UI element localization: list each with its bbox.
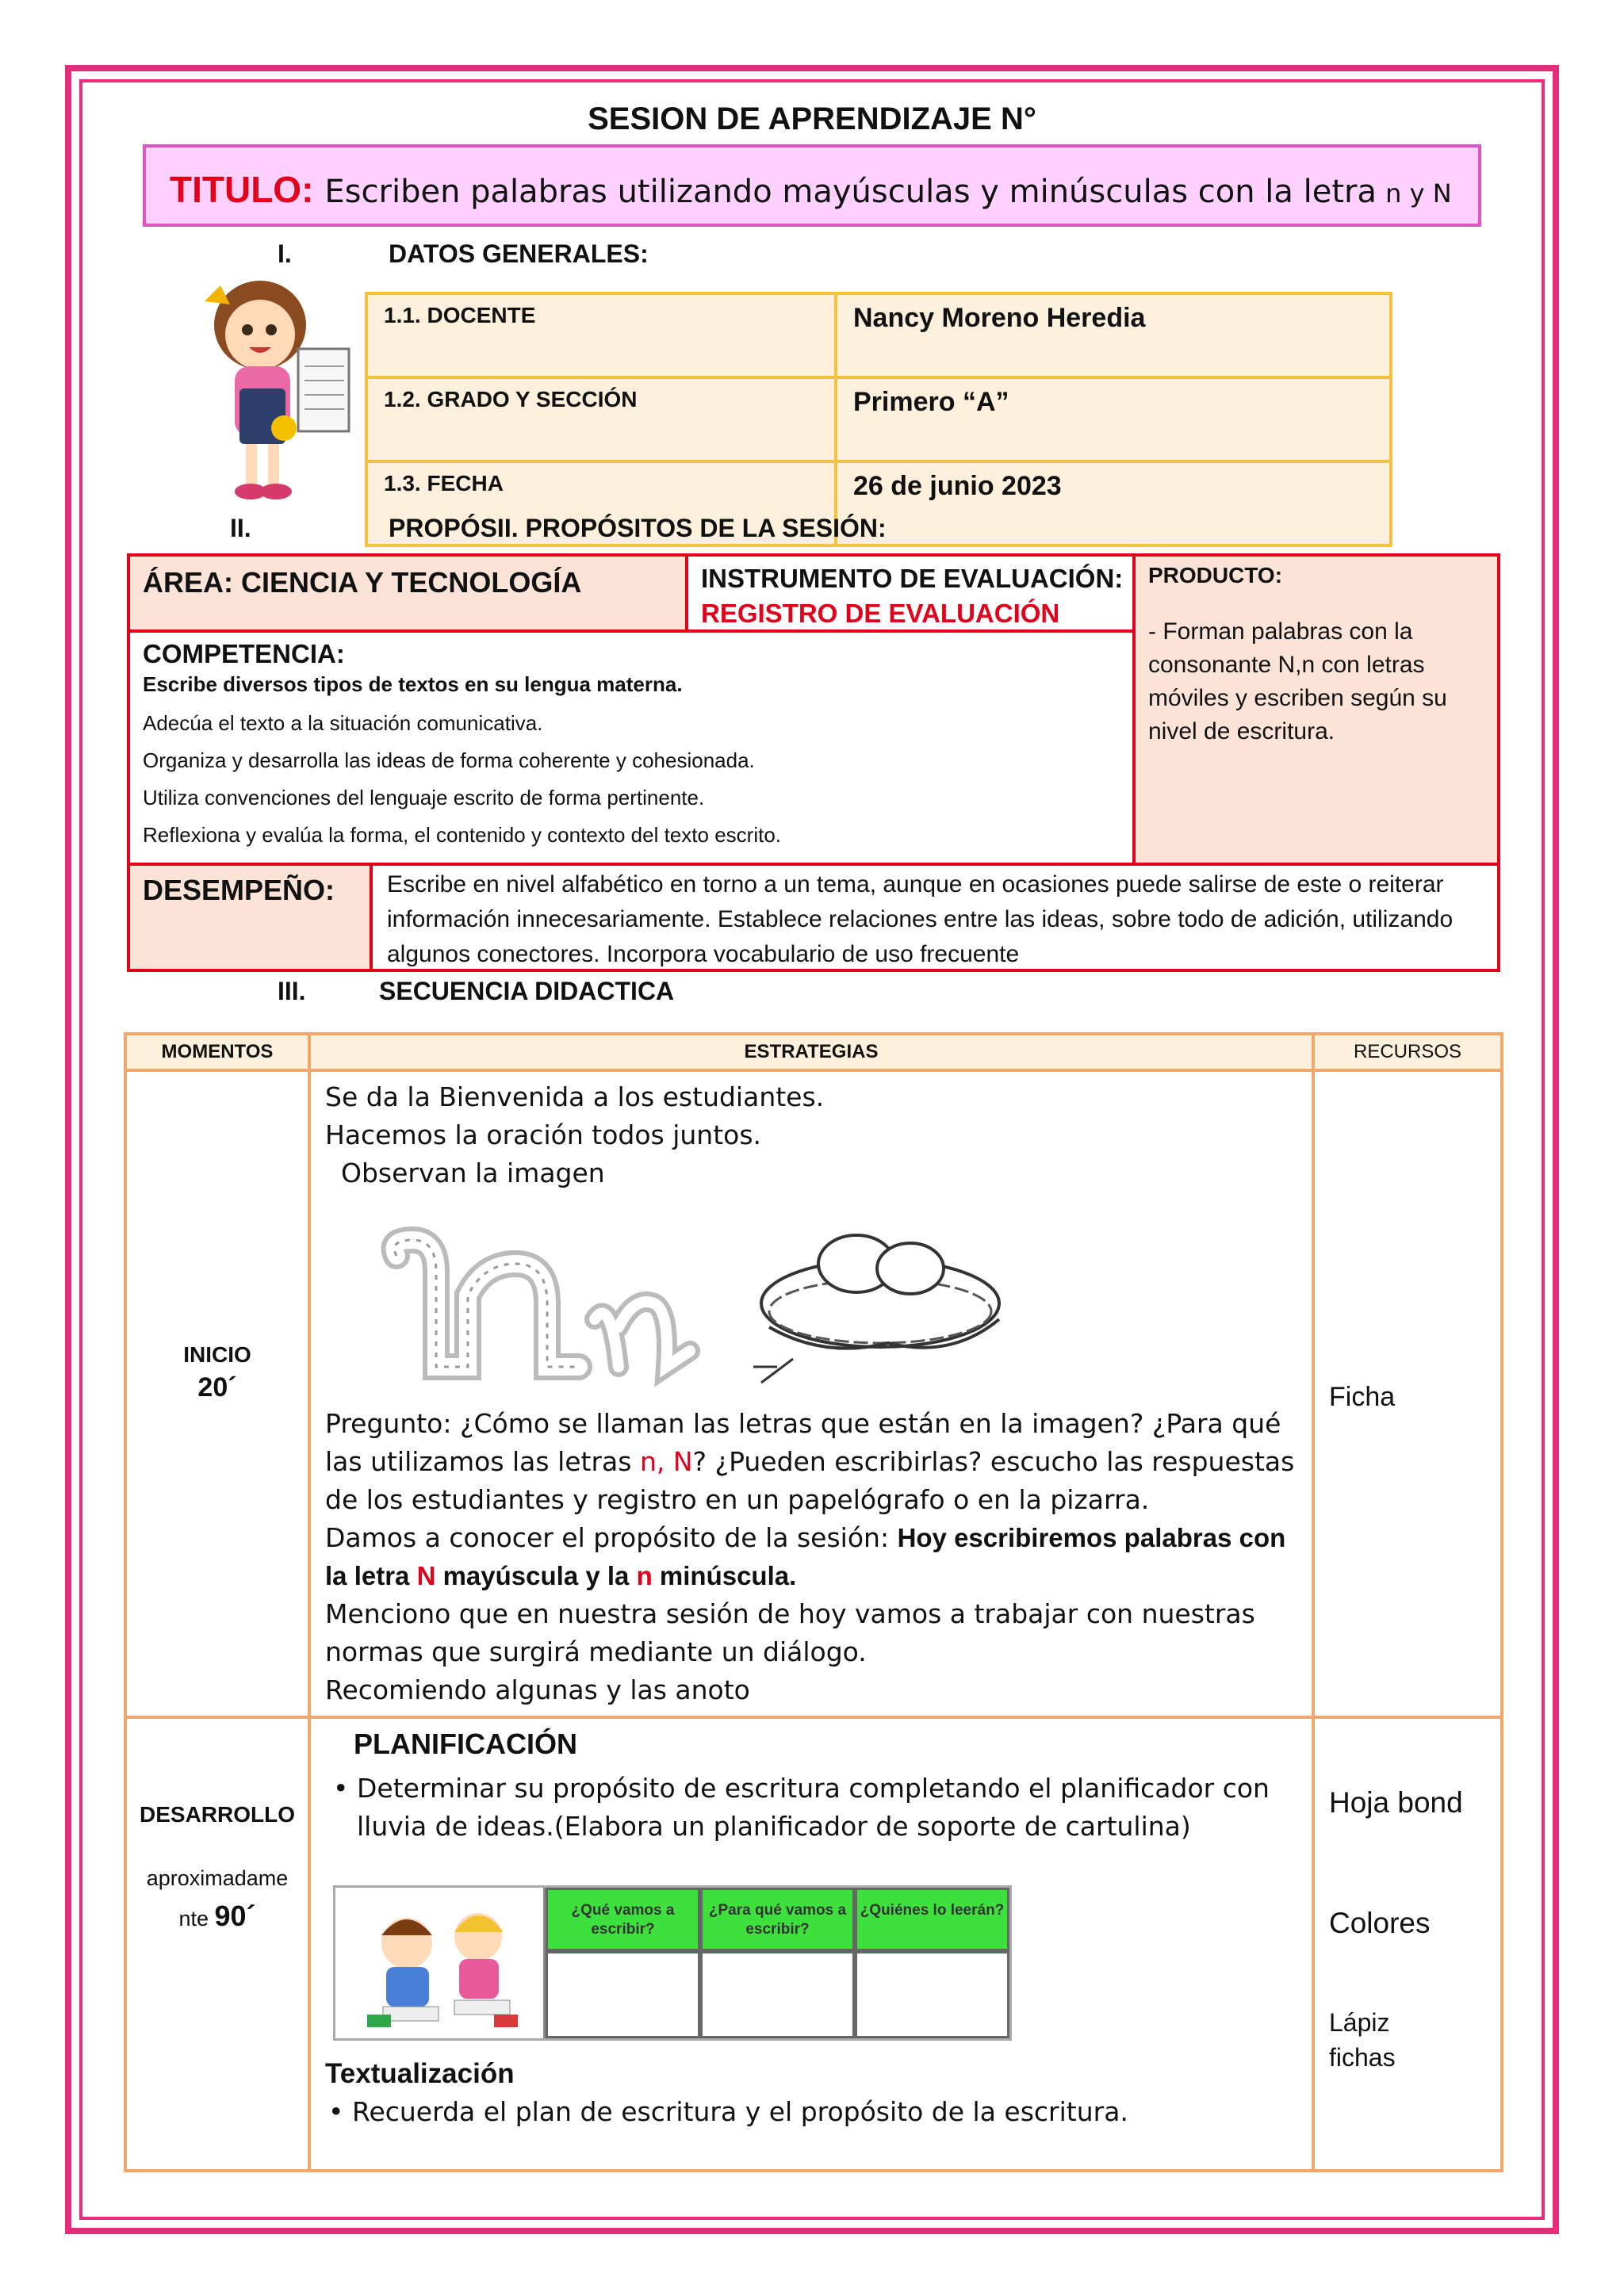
capacidad-item: Utiliza convenciones del lenguaje escrito de forma pertinente. [143, 786, 705, 809]
pregunta-text: ? ¿Pueden escribirlas? escucho las respuestas de los estudiantes y registro en un papelógrafo o en la pizarra. [325, 1446, 1295, 1515]
planner-header: ¿Para qué vamos a escribir? [700, 1888, 855, 1951]
row-inicio [125, 1070, 1502, 1717]
planner-cell [546, 1951, 700, 2038]
inicio-recomiendo: Recomiendo algunas y las anoto [325, 1674, 750, 1705]
textualizacion-heading: Textualización [325, 2058, 515, 2089]
inicio-line: Observan la imagen [341, 1158, 605, 1188]
recurso-item: Lápiz fichas [1329, 2008, 1396, 2072]
row-desarrollo [125, 1717, 1502, 2171]
capacidad-item: Reflexiona y evalúa la forma, el contenido y contexto del texto escrito. [143, 823, 781, 847]
titulo-text: Escriben palabras utilizando mayúsculas y minúsculas con la letra [324, 174, 1377, 210]
planner-figure [333, 1885, 1012, 2041]
desarrollo-estrategias-cell [309, 1717, 1313, 2171]
instrumento-label: INSTRUMENTO DE EVALUACIÓN: [701, 564, 1124, 593]
planner-header: ¿Quiénes lo leerán? [855, 1888, 1009, 1951]
competencia-label: COMPETENCIA: [143, 639, 345, 668]
producto-text: - Forman palabras con la consonante N,n con letras móviles y escriben según su nivel de escritura. [1148, 618, 1447, 744]
bullet-dot: • [333, 1773, 349, 1804]
planner-cell [700, 1951, 855, 2038]
section-heading-propositos: PROPÓSII. PROPÓSITOS DE LA SESIÓN: [389, 514, 887, 542]
inicio-recursos-cell [1313, 1070, 1502, 1717]
children-writing-illustration [335, 1888, 543, 2034]
proposito-intro: Damos a conocer el propósito de la sesión: [325, 1522, 898, 1553]
secuencia-header-row [125, 1034, 1502, 1070]
planner-empty-row [546, 1951, 1009, 2038]
bullet-item [325, 2093, 1312, 2131]
inicio-proposito [325, 1519, 1312, 1595]
proposito-text: mayúscula y la [435, 1561, 637, 1590]
bullet-text: Determinar su propósito de escritura completando el planificador con lluvia de ideas.(Elabora un planificador de soporte de cartulina) [357, 1773, 1270, 1842]
datos-value-fecha: 26 de junio 2023 [836, 461, 1391, 545]
instrumento-value: REGISTRO DE EVALUACIÓN [701, 599, 1060, 628]
inicio-label: INICIO [183, 1342, 251, 1367]
datos-row [366, 377, 1391, 461]
datos-generales-table [365, 292, 1392, 547]
producto-cell [1132, 557, 1497, 863]
desarrollo-momento-cell [125, 1717, 309, 2171]
girl-illustration [189, 277, 363, 507]
inicio-line: Hacemos la oración todos juntos. [325, 1119, 762, 1150]
desempeno-text: Escribe en nivel alfabético en torno a un tema, aunque en ocasiones puede salirse de este o reiterar información innecesariamente. Establece relaciones entre las ideas, sobre todo de adición, utilizando algunos conectores. Incorpora vocabulario de uso frecuente [387, 871, 1454, 967]
recurso-item: Colores [1329, 1907, 1431, 1939]
session-title: SESION DE APRENDIZAJE N° [588, 101, 1036, 136]
desempeno-label: DESEMPEÑO: [130, 866, 373, 969]
inicio-pregunta [325, 1405, 1312, 1519]
proposito-letter-n: n [636, 1561, 653, 1590]
planner-grid [543, 1888, 1009, 2038]
capacidad-item: Adecúa el texto a la situación comunicativa. [143, 711, 543, 735]
desarrollo-recursos-cell [1313, 1717, 1502, 2171]
inicio-line: Se da la Bienvenida a los estudiantes. [325, 1081, 825, 1112]
letter-n-nest-illustration [381, 1208, 1047, 1399]
area-cell: ÁREA: CIENCIA Y TECNOLOGÍA [130, 557, 688, 633]
col-estrategias: ESTRATEGIAS [309, 1034, 1313, 1070]
datos-label-grado: 1.2. GRADO Y SECCIÓN [366, 377, 836, 461]
pregunta-letters: n, N [639, 1446, 693, 1477]
inicio-tiempo: 20´ [197, 1372, 237, 1402]
section-number-1: I. [278, 239, 292, 268]
planner-header: ¿Qué vamos a escribir? [546, 1888, 700, 1951]
col-recursos: RECURSOS [1313, 1034, 1502, 1070]
inicio-normas: Menciono que en nuestra sesión de hoy vamos a trabajar con nuestras normas que surgirá mediante un diálogo. [325, 1598, 1255, 1667]
titulo-letters: n y N [1385, 178, 1452, 209]
section-number-3: III. [278, 977, 306, 1005]
competencia-title: Escribe diversos tipos de textos en su lengua materna. [143, 672, 683, 696]
datos-label-fecha: 1.3. FECHA [366, 461, 836, 545]
titulo-label: TITULO: [170, 169, 314, 210]
proposito-text: minúscula. [652, 1561, 797, 1590]
desarrollo-aprox [128, 1859, 307, 1938]
capacidad-item: Organiza y desarrolla las ideas de forma coherente y cohesionada. [143, 748, 755, 772]
competencia-cell [130, 633, 1132, 863]
instrumento-cell [688, 557, 1132, 633]
section-number-2: II. [230, 514, 251, 542]
col-momentos: MOMENTOS [125, 1034, 309, 1070]
inicio-estrategias-cell [309, 1070, 1313, 1717]
datos-row [366, 293, 1391, 377]
proposito-text: Hoy escribiremos palabras con la letra [325, 1523, 1286, 1590]
bullet-item [325, 1770, 1312, 1846]
datos-value-grado: Primero “A” [836, 377, 1391, 461]
proposito-letter-N: N [416, 1561, 436, 1590]
desempeno-row [130, 863, 1497, 969]
secuencia-table [124, 1032, 1503, 2172]
inicio-momento-cell [125, 1070, 309, 1717]
bullet-dot: • [328, 2096, 344, 2127]
recurso-item: Hoja bond [1329, 1786, 1463, 1819]
datos-value-docente: Nancy Moreno Heredia [836, 293, 1391, 377]
propositos-box [127, 553, 1500, 972]
planificacion-heading: PLANIFICACIÓN [354, 1728, 577, 1760]
datos-label-docente: 1.1. DOCENTE [366, 293, 836, 377]
titulo-banner [143, 144, 1481, 227]
aprox-text: aproximadame nte [146, 1866, 289, 1931]
planner-cell [855, 1951, 1009, 2038]
pregunta-text: Pregunto: ¿Cómo se llaman las letras que están en la imagen? ¿Para qué las utilizamos las letras [325, 1408, 1281, 1477]
section-heading-secuencia: SECUENCIA DIDACTICA [379, 977, 675, 1005]
recurso-ficha: Ficha [1329, 1382, 1396, 1412]
desarrollo-label: DESARROLLO [140, 1802, 295, 1827]
producto-label: PRODUCTO: [1148, 563, 1283, 587]
desarrollo-tiempo: 90´ [214, 1900, 256, 1932]
bullet-text: Recuerda el plan de escritura y el propósito de la escritura. [352, 2096, 1128, 2127]
section-heading-datos: DATOS GENERALES: [389, 239, 649, 268]
planner-header-row [546, 1888, 1009, 1951]
